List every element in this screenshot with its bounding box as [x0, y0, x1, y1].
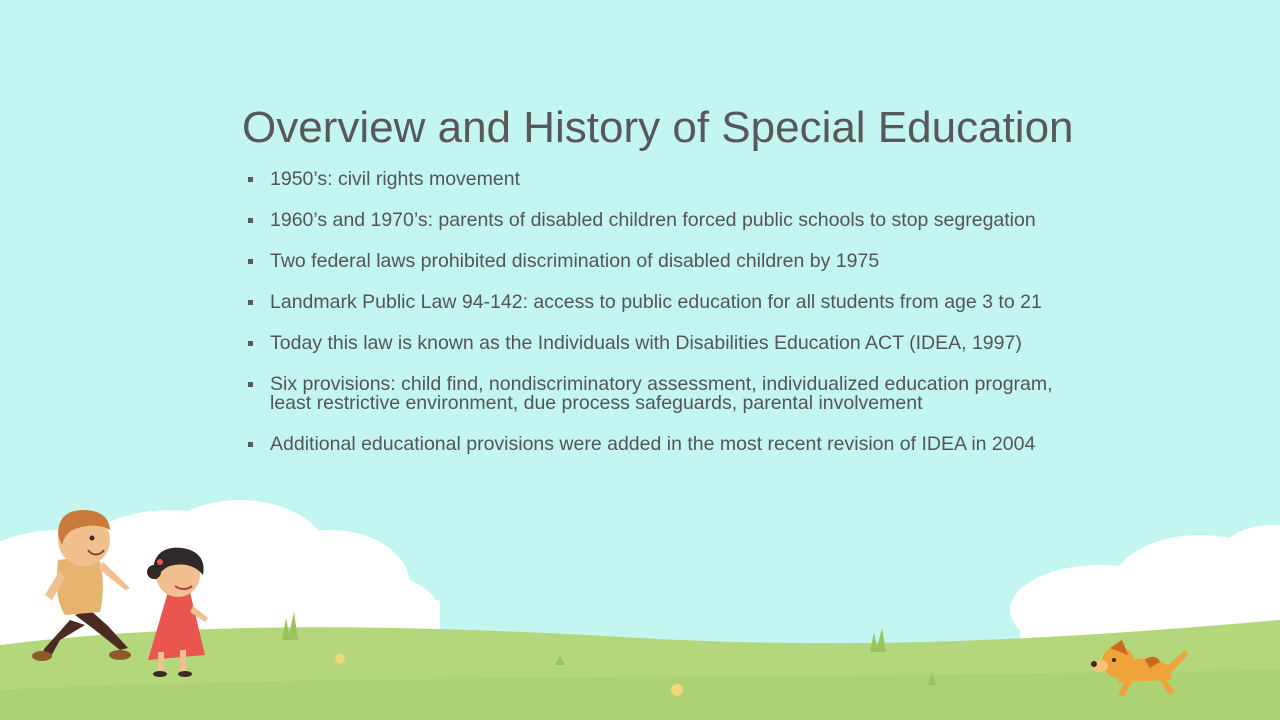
bullet-item [248, 211, 1088, 230]
bullet-item [248, 170, 1088, 189]
bullet-text: Two federal laws prohibited discrimination of disabled children by 1975 [270, 250, 880, 272]
bullet-square-icon [248, 218, 253, 223]
bullet-square-icon [248, 177, 253, 182]
bullet-square-icon [248, 300, 253, 305]
bullet-text: Six provisions: child find, nondiscriminatory assessment, individualized education program, least restrictive environment, due process safeguards, parental involvement [270, 373, 1053, 414]
bullet-text: 1960’s and 1970’s: parents of disabled children forced public schools to stop segregation [270, 209, 1036, 231]
slide-title: Overview and History of Special Education [242, 103, 1074, 152]
bullet-list [248, 170, 1088, 476]
bullet-item [248, 435, 1088, 454]
bullet-square-icon [248, 341, 253, 346]
bullet-text: 1950’s: civil rights movement [270, 168, 520, 190]
bullet-square-icon [248, 442, 253, 447]
bullet-item [248, 334, 1088, 353]
bullet-item [248, 293, 1088, 312]
bullet-text: Additional educational provisions were added in the most recent revision of IDEA in 2004 [270, 433, 1036, 455]
bullet-item [248, 375, 1088, 413]
bullet-text: Today this law is known as the Individuals with Disabilities Education ACT (IDEA, 1997) [270, 332, 1022, 354]
bullet-square-icon [248, 259, 253, 264]
bullet-item [248, 252, 1088, 271]
bullet-text: Landmark Public Law 94-142: access to public education for all students from age 3 to 21 [270, 291, 1042, 313]
bullet-square-icon [248, 382, 253, 387]
